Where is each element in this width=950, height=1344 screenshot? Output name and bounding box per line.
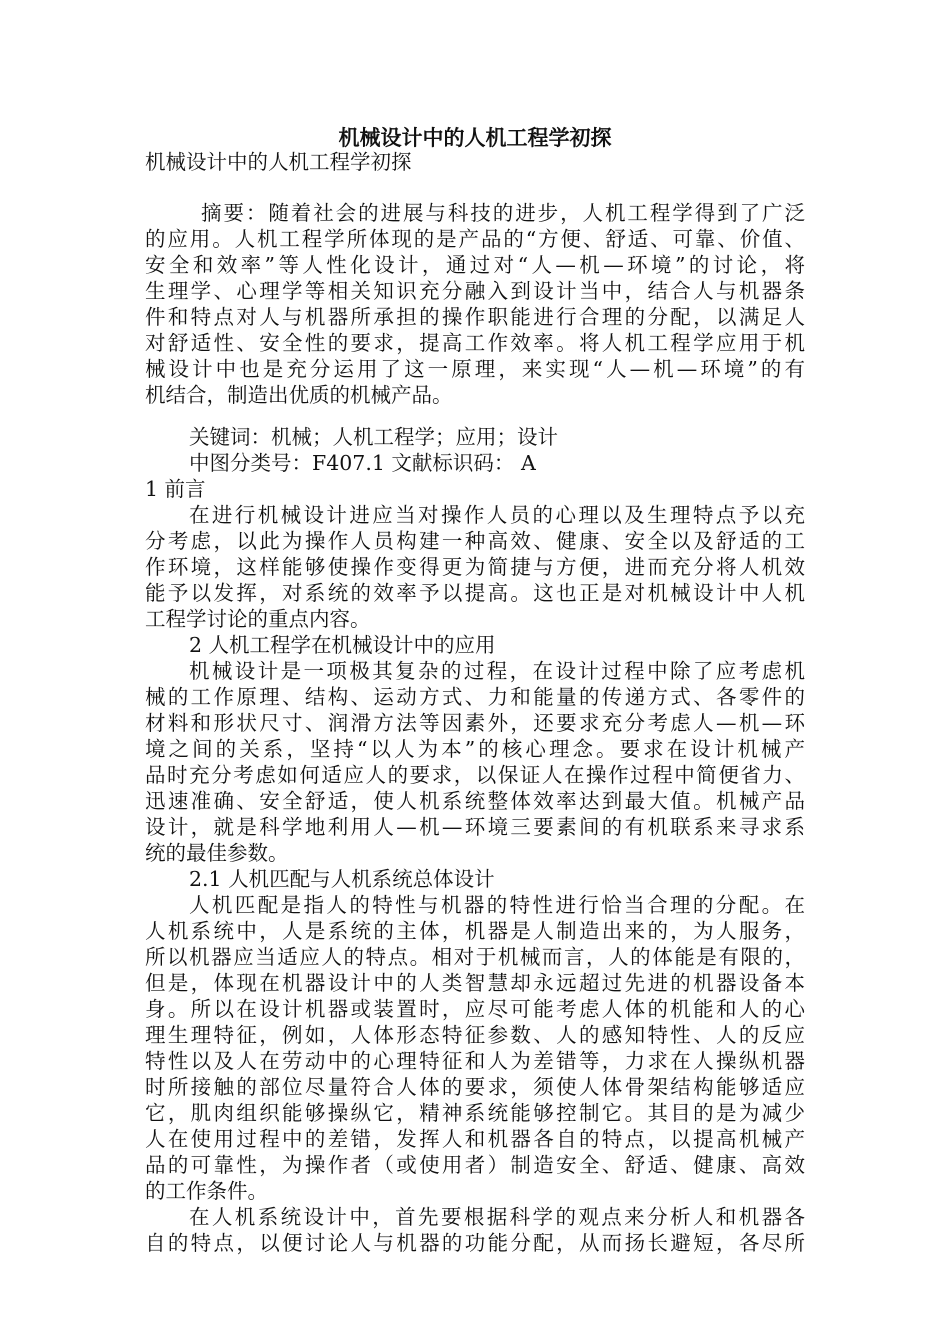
abstract-line: 械设计中也是充分运用了这一原理，来实现“人—机—环境”的有 [145, 357, 805, 381]
keywords-line: 关键词：机械；人机工程学；应用；设计 [189, 425, 558, 449]
paragraph-line: 人机系统中，人是系统的主体，机器是人制造出来的，为人服务， [145, 919, 805, 943]
paragraph-line: 人机匹配是指人的特性与机器的特性进行恰当合理的分配。在 [189, 893, 805, 917]
classification-line: 中图分类号：F407.1 文献标识码： A [189, 451, 536, 475]
paragraph-line: 工程学讨论的重点内容。 [145, 607, 371, 631]
paragraph-line: 但是，体现在机器设计中的人类智慧却永远超过先进的机器设备本 [145, 971, 805, 995]
abstract-line: 件和特点对人与机器所承担的操作职能进行合理的分配，以满足人 [145, 305, 805, 329]
section-heading: 1 前言 [145, 477, 206, 501]
paragraph-line: 时所接触的部位尽量符合人体的要求，须使人体骨架结构能够适应 [145, 1075, 805, 1099]
abstract-line: 安全和效率”等人性化设计，通过对“人—机—环境”的讨论，将 [145, 253, 805, 277]
abstract-line: 机结合，制造出优质的机械产品。 [145, 383, 453, 407]
document-title: 机械设计中的人机工程学初探 [338, 126, 612, 150]
paragraph-line: 的工作条件。 [145, 1179, 268, 1203]
section-heading: 2.1 人机匹配与人机系统总体设计 [189, 867, 495, 891]
paragraph-line: 材料和形状尺寸、润滑方法等因素外，还要求充分考虑人—机—环 [145, 711, 805, 735]
paragraph-line: 设计，就是科学地利用人—机—环境三要素间的有机联系来寻求系 [145, 815, 805, 839]
paragraph-line: 在进行机械设计进应当对操作人员的心理以及生理特点予以充 [189, 503, 805, 527]
document-subtitle: 机械设计中的人机工程学初探 [145, 150, 412, 174]
paragraph-line: 特性以及人在劳动中的心理特征和人为差错等，力求在人操纵机器 [145, 1049, 805, 1073]
paragraph-line: 机械设计是一项极其复杂的过程，在设计过程中除了应考虑机 [189, 659, 805, 683]
paragraph-line: 品时充分考虑如何适应人的要求，以保证人在操作过程中简便省力、 [145, 763, 805, 787]
paragraph-line: 械的工作原理、结构、运动方式、力和能量的传递方式、各零件的 [145, 685, 805, 709]
paragraph-line: 在人机系统设计中，首先要根据科学的观点来分析人和机器各 [189, 1205, 805, 1229]
abstract-line: 生理学、心理学等相关知识充分融入到设计当中，结合人与机器条 [145, 279, 805, 303]
paragraph-line: 它，肌肉组织能够操纵它，精神系统能够控制它。其目的是为减少 [145, 1101, 805, 1125]
abstract-line: 对舒适性、安全性的要求，提高工作效率。将人机工程学应用于机 [145, 331, 805, 355]
paragraph-line: 境之间的关系，坚持“以人为本”的核心理念。要求在设计机械产 [145, 737, 805, 761]
paragraph-line: 人在使用过程中的差错，发挥人和机器各自的特点，以提高机械产 [145, 1127, 805, 1151]
paragraph-line: 分考虑，以此为操作人员构建一种高效、健康、安全以及舒适的工 [145, 529, 805, 553]
paragraph-line: 能予以发挥，对系统的效率予以提高。这也正是对机械设计中人机 [145, 581, 805, 605]
paragraph-line: 理生理特征，例如，人体形态特征参数、人的感知特性、人的反应 [145, 1023, 805, 1047]
paragraph-line: 身。所以在设计机器或装置时，应尽可能考虑人体的机能和人的心 [145, 997, 805, 1021]
paragraph-line: 品的可靠性，为操作者（或使用者）制造安全、舒适、健康、高效 [145, 1153, 805, 1177]
abstract-line: 的应用。人机工程学所体现的是产品的“方便、舒适、可靠、价值、 [145, 227, 805, 251]
paragraph-line: 所以机器应当适应人的特点。相对于机械而言，人的体能是有限的， [145, 945, 805, 969]
section-heading: 2 人机工程学在机械设计中的应用 [189, 633, 496, 657]
paragraph-line: 自的特点，以便讨论人与机器的功能分配，从而扬长避短，各尽所 [145, 1231, 805, 1255]
abstract-line: 摘要：随着社会的进展与科技的进步，人机工程学得到了广泛 [201, 201, 805, 225]
paragraph-line: 作环境，这样能够使操作变得更为简捷与方便，进而充分将人机效 [145, 555, 805, 579]
paragraph-line: 统的最佳参数。 [145, 841, 289, 865]
paragraph-line: 迅速准确、安全舒适，使人机系统整体效率达到最大值。机械产品 [145, 789, 805, 813]
